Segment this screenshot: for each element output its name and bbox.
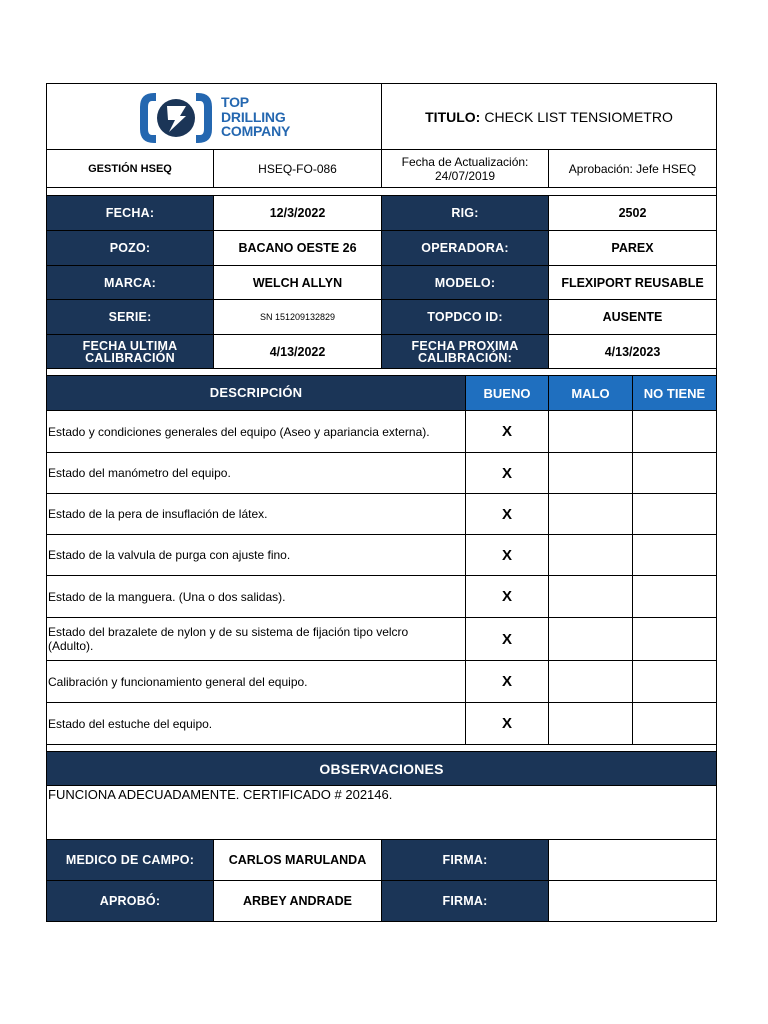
aprobo-label: APROBÓ: (46, 880, 214, 922)
checklist-item-malo (548, 617, 633, 661)
checklist-item-malo (548, 660, 633, 703)
no-tiene-header: NO TIENE (632, 375, 717, 411)
checklist-item-text: Estado del brazalete de nylon y de su sistema de fijación tipo velcro (Adulto). (46, 617, 466, 661)
checklist-item-malo (548, 410, 633, 453)
update-date: Fecha de Actualización: 24/07/2019 (381, 149, 549, 188)
medico-label: MEDICO DE CAMPO: (46, 839, 214, 881)
checklist-item-bueno: X (465, 534, 549, 576)
checklist-item-bueno: X (465, 575, 549, 618)
marca-value: WELCH ALLYN (213, 265, 382, 300)
fecha-value: 12/3/2022 (213, 195, 382, 231)
title-value: CHECK LIST TENSIOMETRO (484, 108, 673, 125)
checklist-item-no-tiene (632, 702, 717, 745)
checklist-item-no-tiene (632, 452, 717, 494)
modelo-label: MODELO: (381, 265, 549, 300)
checklist-item-no-tiene (632, 410, 717, 453)
operadora-label: OPERADORA: (381, 230, 549, 266)
rig-label: RIG: (381, 195, 549, 231)
firma1-label: FIRMA: (381, 839, 549, 881)
checklist-item-malo (548, 702, 633, 745)
approval: Aprobación: Jefe HSEQ (548, 149, 717, 188)
medico-value: CARLOS MARULANDA (213, 839, 382, 881)
checklist-item-no-tiene (632, 534, 717, 576)
checklist-item-malo (548, 534, 633, 576)
checklist-item-no-tiene (632, 660, 717, 703)
checklist-item-no-tiene (632, 493, 717, 535)
document-code: HSEQ-FO-086 (213, 149, 382, 188)
checklist-item-text: Estado de la valvula de purga con ajuste fino. (46, 534, 466, 576)
pozo-label: POZO: (46, 230, 214, 266)
checklist-item-no-tiene (632, 617, 717, 661)
checklist-item-bueno: X (465, 617, 549, 661)
operadora-value: PAREX (548, 230, 717, 266)
fecha-label: FECHA: (46, 195, 214, 231)
gestion-cell: GESTIÓN HSEQ (46, 149, 214, 188)
firma1-signature (548, 839, 717, 881)
serie-label: SERIE: (46, 299, 214, 335)
fecha-proxima-label: FECHA PROXIMA CALIBRACIÓN: (381, 334, 549, 369)
company-logo-icon (136, 89, 218, 147)
checklist-item-bueno: X (465, 702, 549, 745)
malo-header: MALO (548, 375, 633, 411)
fecha-ultima-label: FECHA ULTIMA CALIBRACIÓN (46, 334, 214, 369)
checklist-item-text: Estado del manómetro del equipo. (46, 452, 466, 494)
checklist-item-malo (548, 452, 633, 494)
aprobo-value: ARBEY ANDRADE (213, 880, 382, 922)
observaciones-header: OBSERVACIONES (46, 751, 717, 786)
fecha-proxima-value: 4/13/2023 (548, 334, 717, 369)
fecha-ultima-value: 4/13/2022 (213, 334, 382, 369)
checklist-item-malo (548, 493, 633, 535)
marca-label: MARCA: (46, 265, 214, 300)
checklist-item-bueno: X (465, 410, 549, 453)
checklist-item-malo (548, 575, 633, 618)
logo-line-1: TOP (221, 94, 249, 110)
checklist-item-text: Estado de la manguera. (Una o dos salidas). (46, 575, 466, 618)
checklist-item-bueno: X (465, 660, 549, 703)
checklist-item-text: Estado de la pera de insuflación de látex. (46, 493, 466, 535)
checklist-item-text: Calibración y funcionamiento general del equipo. (46, 660, 466, 703)
bueno-header: BUENO (465, 375, 549, 411)
pozo-value: BACANO OESTE 26 (213, 230, 382, 266)
logo-line-2: DRILLING (221, 108, 286, 125)
checklist-item-text: Estado y condiciones generales del equipo (Aseo y apariancia externa). (46, 410, 466, 453)
topdco-value: AUSENTE (548, 299, 717, 335)
serie-value: SN 151209132829 (213, 299, 382, 335)
checklist-item-bueno: X (465, 493, 549, 535)
descripcion-header: DESCRIPCIÓN (46, 375, 466, 411)
firma2-label: FIRMA: (381, 880, 549, 922)
company-name (221, 95, 290, 139)
firma2-signature (548, 880, 717, 922)
checklist-item-text: Estado del estuche del equipo. (46, 702, 466, 745)
topdco-label: TOPDCO ID: (381, 299, 549, 335)
title-label: TITULO: (425, 108, 481, 125)
checklist-item-bueno: X (465, 452, 549, 494)
checklist-item-no-tiene (632, 575, 717, 618)
rig-value: 2502 (548, 195, 717, 231)
observaciones-text: FUNCIONA ADECUADAMENTE. CERTIFICADO # 202146. (46, 785, 717, 840)
modelo-value: FLEXIPORT REUSABLE (548, 265, 717, 300)
logo-line-3: COMPANY (221, 123, 291, 139)
title-cell (381, 83, 717, 150)
